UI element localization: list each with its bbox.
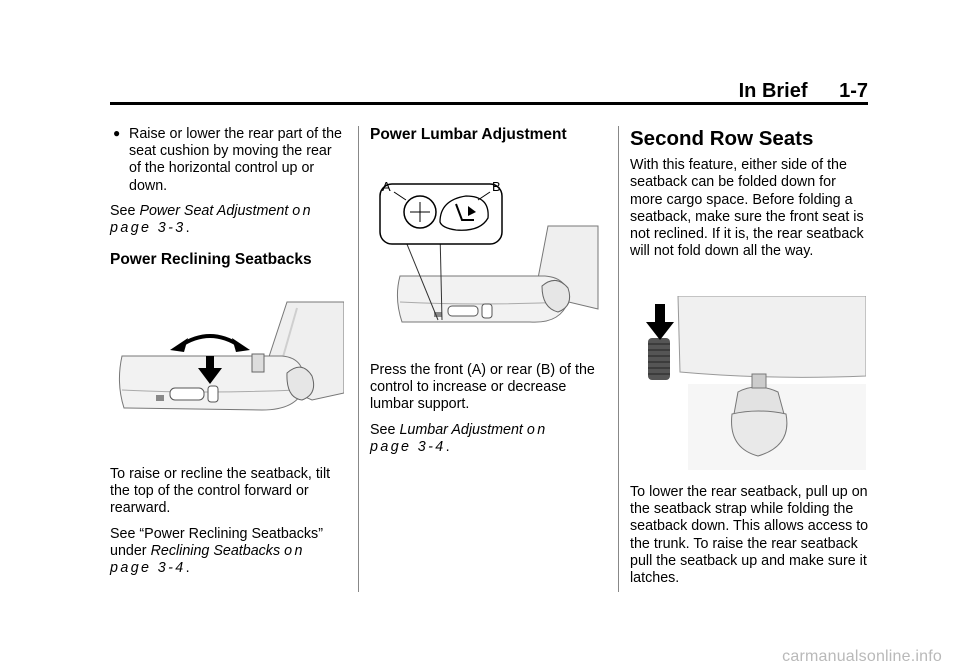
column-2-lower [370,362,610,464]
page-number: 1-7 [839,80,868,102]
second-row-seat-illustration [628,296,866,470]
see-label: See [370,421,396,438]
bullet-text: Raise or lower the rear part of the seat cushion by moving the rear of the horizontal control up or down. [129,126,342,194]
xref-period: . [185,560,190,577]
column-2 [370,126,610,143]
xref-on: on [292,202,313,219]
xref-on: on [284,542,305,559]
column-3 [630,127,870,268]
xref-page[interactable]: page 3-4 [370,438,446,455]
column-divider [358,126,359,592]
column-3-lower [630,484,870,595]
column-1-lower [110,466,350,585]
paragraph: To lower the rear seatback, pull up on the seatback strap while folding the seatback down. This allows access to the trunk. To raise the rear seatback pull the seatback up and make sure it latches. [630,484,869,587]
label-b: B [492,179,501,194]
section-heading: Power Reclining Seatbacks [110,251,312,269]
label-a: A [382,179,391,194]
xref-link[interactable]: Power Seat Adjustment [139,202,289,219]
column-divider [618,126,619,592]
xref-page[interactable]: page 3-3 [110,220,186,237]
section-title: In Brief [738,80,808,102]
watermark: carmanualsonline.info [782,648,942,665]
cross-reference [110,526,350,578]
bullet-item [110,126,345,195]
see-label: See “Power Reclining Seatbacks” under [110,525,323,559]
cross-reference [110,203,345,237]
header-rule [110,102,868,105]
see-label: See [110,202,136,219]
xref-period: . [445,438,450,455]
xref-page[interactable]: page 3-4 [110,560,186,577]
section-heading: Second Row Seats [630,127,814,150]
reclining-seat-illustration [112,298,344,443]
cross-reference [370,422,610,456]
column-1 [110,126,345,268]
page-header [739,80,868,103]
paragraph: Press the front (A) or rear (B) of the control to increase or decrease lumbar support. [370,362,595,413]
section-heading: Power Lumbar Adjustment [370,126,567,143]
xref-period: . [185,220,190,237]
xref-link[interactable]: Reclining Seatbacks [150,542,281,559]
bullet-icon: ● [113,126,121,140]
xref-link[interactable]: Lumbar Adjustment [399,421,523,438]
paragraph: To raise or recline the seatback, tilt the top of the control forward or rearward. [110,466,331,517]
lumbar-control-illustration [370,174,602,334]
xref-on: on [526,421,548,438]
paragraph: With this feature, either side of the seatback can be folded down for more cargo space. Before folding a seatback, make sure the front seat is not reclined. If it is, the rear seatback will not fold down all the way. [630,157,864,260]
